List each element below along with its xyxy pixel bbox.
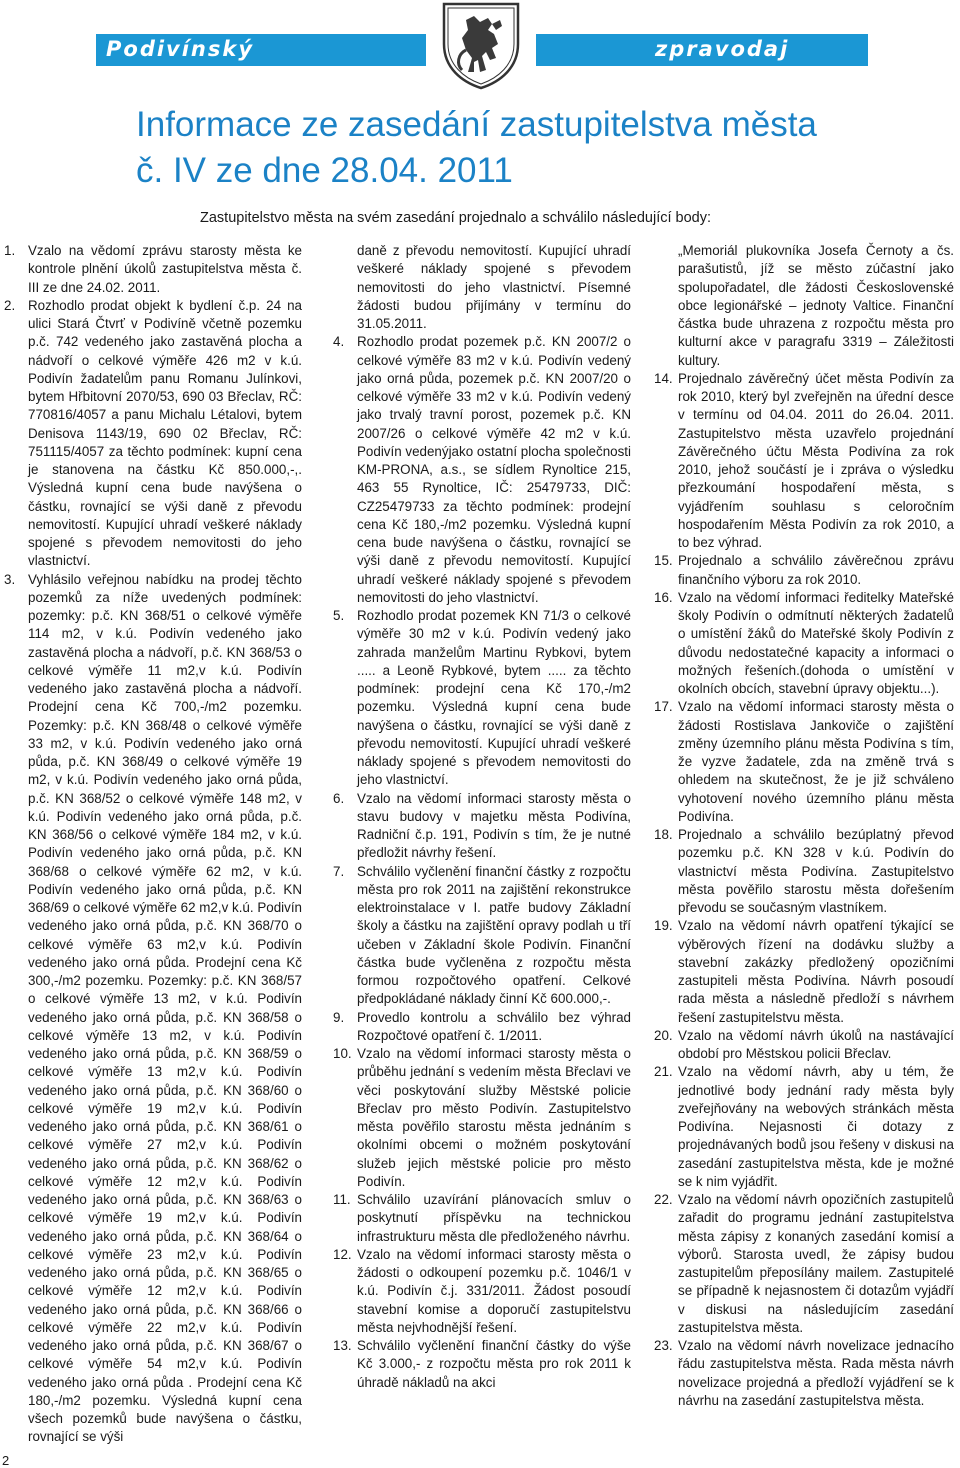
item-number: 7.: [333, 863, 345, 879]
list-item: [654, 589, 954, 699]
list-item: [333, 790, 631, 863]
item-number: 22.: [654, 1192, 673, 1207]
item-text: Rozhodlo prodat objekt k bydlení č.p. 24 na ulici Stará Čtvrť v Podivíně včetně pozemku p.č. 742 vedeného jako zastavěná plocha a nádvoří o celkové výměře 426 m2 v k.ú. Podivín žadatelům panu Romanu Julínkovi, bytem Hřbitovní 2070/53, 690 03 Břeclav, RČ: 770816/4057 a panu Michalu Létalovi, bytem Denisova 1143/19, 690 02 Břeclav, RČ: 751115/4057 za těchto podmínek: kupní cena je stanovena na částku Kč 850.000,-,. Výsledná kupní cena bude navýšena o částku, rovnající se výši daně z převodu nemovitostí. Kupující uhradí veškeré náklady spojené s převodem nemovitosti do jeho vlastnictví.: [28, 297, 302, 569]
item-text: Vzalo na vědomí informaci starosty města o žádosti Rostislava Jankoviče o zajištění změny územního plánu města Podivína s tím, že vyzve žadatele, zda na změně trvá s ohledem na skutečnost, že je již schváleno vyhotovení nového územního plánu města Podivína.: [678, 699, 954, 824]
item-number: 4.: [333, 334, 345, 350]
item-text: Vyhlásilo veřejnou nabídku na prodej těchto pozemků za níže uvedených podmínek: pozemky: p.č. KN 368/51 o celkové výměře 114 m2, v k.ú. Podivín vedeného jako zastavěná plocha a nádvoří, p.č. KN 368/53 o celkové výměře 11 m2,v k.ú. Podivín vedeného jako zastavěná plocha a nádvoří. Prodejní cena Kč 700,-/m2 pozemku. Pozemky: p.č. KN 368/48 o celkové výměře 33 m2, v k.ú. Podivín vedeného jako orná půda, p.č. KN 368/49 o celkové výměře 19 m2, v k.ú. Podivín vedeného jako orná půda, p.č. KN 368/52 o celkové výměře 148 m2, v k.ú. Podivín vedeného jako orná půda, p.č. KN 368/56 o celkové výměře 184 m2, v k.ú. Podivín vedeného jako orná půda, p.č. KN 368/68 o celkové výměře 62 m2, v k.ú. Podivín vedeného jako orná půda, p.č. KN 368/69 o celkové výměře 62 m2,v k.ú. Podivín vedeného jako orná půda, p.č. KN 368/70 o celkové výměře 63 m2,v k.ú. Podivín vedeného jako orná půda. Prodejní cena Kč 300,-/m2 pozemku. Pozemky: p.č. KN 368/57 o celkové výměře 13 m2, v k.ú. Podivín vedeného jako orná půda, p.č. KN 368/58 o celkové výměře 13 m2, v k.ú. Podivín vedeného jako orná půda, p.č. KN 368/59 o celkové výměře 13 m2,v k.ú. Podivín vedeného jako orná půda, p.č. KN 368/60 o celkové výměře 19 m2,v k.ú. Podivín vedeného jako orná půda, p.č. KN 368/61 o celkové výměře 27 m2,v k.ú. Podivín vedeného jako orná půda, p.č. KN 368/62 o celkové výměře 12 m2,v k.ú. Podivín vedeného jako orná půda, p.č. KN 368/63 o celkové výměře 19 m2,v k.ú. Podivín vedeného jako orná půda, p.č. KN 368/64 o celkové výměře 23 m2,v k.ú. Podivín vedeného jako orná půda, p.č. KN 368/65 o celkové výměře 12 m2,v k.ú. Podivín vedeného jako orná půda, p.č. KN 368/66 o celkové výměře 22 m2,v k.ú. Podivín vedeného jako orná půda, p.č. KN 368/67 o celkové výměře 54 m2,v k.ú. Podivín vedeného jako orná půda . Prodejní cena Kč 180,-/m2 pozemku. Výsledná kupní cena všech pozemků bude navýšena o částku, rovnající se výši: [28, 571, 302, 1445]
list-item: [333, 1045, 631, 1191]
column-1: [4, 242, 302, 1447]
item-number: 11.: [333, 1192, 351, 1207]
item-text: Vzalo na vědomí informaci starosty města o průběhu jednání s vedením města Břeclavi ve věci poskytování služby Městské policie Břeclav pro město Podivín. Zastupitelstvo města pověřilo starostu města jednáním s okolními obcemi o možném poskytování služeb jejich městské policie pro město Podivín.: [357, 1046, 631, 1189]
item-text: Vzalo na vědomí návrh úkolů na nastávající období pro Městskou policii Břeclav.: [678, 1027, 954, 1061]
list-item: [654, 698, 954, 826]
item-number: 23.: [654, 1338, 673, 1353]
item-text: Vzalo na vědomí návrh opatření týkající se výběrových řízení na dodávku služby a stavební zakázky předložený opozičními zastupiteli města Podivína. Návrh posoudí rada města a následně předloží s návrhem řešení zastupitelstvu města.: [678, 918, 954, 1025]
list-item: [654, 1337, 954, 1410]
item-number: 10.: [333, 1046, 352, 1061]
item-text: Vzalo na vědomí informaci ředitelky Mateřské školy Podivín o odmítnutí některých žadatelů o umístění žáků do Mateřské školy Podivín z důvodu nedostatečné kapacity a informaci o možných řešeních.(dohoda o umístění v okolních obcích, stavební úpravy objektu...).: [678, 589, 954, 696]
list-item: [654, 1191, 954, 1337]
list-item: [333, 333, 631, 607]
masthead-title-right: zpravodaj: [655, 37, 790, 61]
list-item: [4, 242, 302, 297]
continuation-text: daně z převodu nemovitostí. Kupující uhradí veškeré náklady spojené s převodem nemovitosti do jeho vlastnictví. Písemné žádosti budou přijímány v termínu do 31.05.2011.: [357, 243, 631, 331]
title-line-2: č. IV ze dne 28.04. 2011: [136, 151, 513, 190]
item-number: 20.: [654, 1027, 673, 1043]
item-text: Schválilo uzavírání plánovacích smluv o poskytnutí příspěvku na technickou infrastrukturu města dle předloženého návrhu.: [357, 1192, 631, 1244]
list-item: [654, 370, 954, 553]
item-number: 17.: [654, 699, 673, 715]
list-item: [654, 826, 954, 917]
item-number: 13.: [333, 1338, 352, 1353]
item-text: Vzalo na vědomí návrh opozičních zastupitelů zařadit do programu jednání zastupitelstva města zápisy z konaných zasedání komisí a výborů. Starosta uvedl, že zápisy budou zastupitelům přeposílány mailem. Zastupitelé se případně k nejasnostem či dotazům vyjádří v diskusi na následujícím zasedání zastupitelstva města.: [678, 1192, 954, 1335]
item-number: 1.: [4, 243, 16, 258]
item-number: 21.: [654, 1064, 673, 1080]
item-text: Projednalo a schválilo bezúplatný převod pozemku p.č. KN 328 v k.ú. Podivín do vlastnictví města Podivína. Zastupitelstvo města pověřilo starostu města dořešením převodu se současným vlastníkem.: [678, 827, 954, 915]
list-item: [654, 1063, 954, 1191]
list-item: [333, 1337, 631, 1392]
item-text: Schválilo vyčlenění finanční částky do výše Kč 3.000,- z rozpočtu města pro rok 2011 k úhradě nákladů na akci: [357, 1338, 631, 1390]
crest-icon: [432, 0, 530, 90]
continuation-text: „Memoriál plukovníka Josefa Černoty a čs. parašutistů, jíž se město zúčastní jako spolupořadatel, dle žádosti Československé obce legionářské – jednoty Valtice. Finanční částka bude uhrazena z rozpočtu města pro kulturní akce v paragrafu 3319 – Záležitosti kultury.: [678, 243, 954, 368]
item-text: Vzalo na vědomí zprávu starosty města ke kontrole plnění úkolů zastupitelstva města č. III ze dne 24.02. 2011.: [28, 243, 302, 295]
item-text: Vzalo na vědomí návrh, aby u tém, že jednotlivé body jednání rady města byly zveřejňovány na webových stránkách města Podivína. Nejasnosti či dotazy z projednávaných bodů jsou řešeny v diskusi na zasedání zastupitelstva města, kde je možné se k nim vyjádřit.: [678, 1064, 954, 1189]
list-item: [4, 297, 302, 571]
item-number: 15.: [654, 553, 673, 569]
item-text: Vzalo na vědomí informaci starosty města o stavu budovy v majetku města Podivína, Radniční č.p. 191, Podivín s tím, že je nutné předložit návrhy řešení.: [357, 790, 631, 861]
list-item: [333, 607, 631, 790]
list-item: [654, 917, 954, 1027]
column-2: [333, 242, 631, 1392]
page-title: [136, 102, 817, 194]
list-item: [333, 1191, 631, 1246]
item-text: Schválilo vyčlenění finanční částky z rozpočtu města pro rok 2011 na zajištění rekonstrukce elektroinstalace v I. patře budovy Základní školy a částku na zajištění opravy podlah u tří učeben v Základní škole Podivín. Finanční částka bude vyčleněna z rozpočtu města formou rozpočtového opatření. Celkové předpokládané náklady činní Kč 600.000,-.: [357, 863, 631, 1007]
list-item: [333, 863, 631, 1009]
item-text: Projednalo závěrečný účet města Podivín za rok 2010, který byl zveřejněn na úřední desce v termínu od 04.04. 2011 do 26.04. 2011. Zastupitelstvo města uzavřelo projednání Závěrečného účtu Města Podivína za rok 2010, jehož součástí je i zpráva o výsledku přezkoumání hospodaření města, s vyjádřením souhlasu s celoročním hospodařením Města Podivín za rok 2010, a to bez výhrad.: [678, 370, 954, 550]
list-item: [4, 571, 302, 1447]
list-item: [333, 1246, 631, 1337]
item-text: Rozhodlo prodat pozemek KN 71/3 o celkové výměře 30 m2 v k.ú. Podivín vedený jako zahrada manželům Martinu Rybkovi, bytem ..... a Leoně Rybkové, bytem ..... za těchto podmínek: prodejní cena Kč 170,-/m2 pozemku. Výsledná kupní cena bude navýšena o částku, rovnající se výši daně z převodu nemovitostí. Kupující uhradí veškeré náklady spojené s převodem nemovitosti do jeho vlastnictví.: [357, 608, 631, 788]
item-number: 18.: [654, 827, 673, 842]
column-3: [654, 242, 954, 1410]
item-number: 12.: [333, 1246, 352, 1262]
list-item: [333, 1009, 631, 1046]
item-number: 6.: [333, 790, 345, 806]
item-number: 5.: [333, 608, 345, 623]
item-text: Vzalo na vědomí informaci starosty města o žádosti o odkoupení pozemku p.č. 1046/1 v k.ú. Podivín č.j. 331/2011. Žádost posoudí stavební komise a doporučí zastupitelstvu města nejvhodnější řešení.: [357, 1246, 631, 1335]
item-number: 2.: [4, 297, 16, 313]
item-text: Vzalo na vědomí návrh novelizace jednacího řádu zastupitelstva města. Rada města návrh novelizace projedná a předloží vyjádření se k návrhu na zasedání zastupitelstva města.: [678, 1338, 954, 1408]
item-text: Provedlo kontrolu a schválilo bez výhrad Rozpočtové opatření č. 1/2011.: [357, 1009, 631, 1043]
list-item: [654, 552, 954, 589]
title-line-1: Informace ze zasedání zastupitelstva města: [136, 105, 817, 144]
item-number: 16.: [654, 589, 673, 605]
item-text: Rozhodlo prodat pozemek p.č. KN 2007/2 o celkové výměře 83 m2 v k.ú. Podivín vedený jako orná půda, pozemek p.č. KN 2007/20 o celkové výměře 33 m2 v k.ú. Podivín vedený jako trvalý travní porost, pozemek p.č. KN 2007/26 o celkové výměře 42 m2 v k.ú. Podivín vedenýjako ostatní plocha společnosti KM-PRONA, a.s., se sídlem Rynoltice 215, 463 55 Rynoltice, IČ: 25479733, DIČ: CZ25479733 za těchto podmínek: prodejní cena Kč 180,-/m2 pozemku. Výsledná kupní cena bude navýšena o částku, rovnající se výši daně z převodu nemovitostí. Kupující uhradí veškeré náklady spojené s převodem nemovitosti do jeho vlastnictví.: [357, 334, 631, 605]
item-number: 14.: [654, 370, 673, 386]
item-number: 19.: [654, 918, 673, 934]
intro-subtitle: Zastupitelstvo města na svém zasedání projednalo a schválilo následující body:: [200, 210, 712, 226]
item-number: 9.: [333, 1009, 345, 1025]
masthead-title-left: Podivínský: [106, 37, 255, 61]
item-number: 3.: [4, 571, 16, 587]
list-item: [654, 1027, 954, 1064]
page-number: 2: [2, 1453, 10, 1468]
item-text: Projednalo a schválilo závěrečnou zprávu finančního výboru za rok 2010.: [678, 553, 954, 587]
